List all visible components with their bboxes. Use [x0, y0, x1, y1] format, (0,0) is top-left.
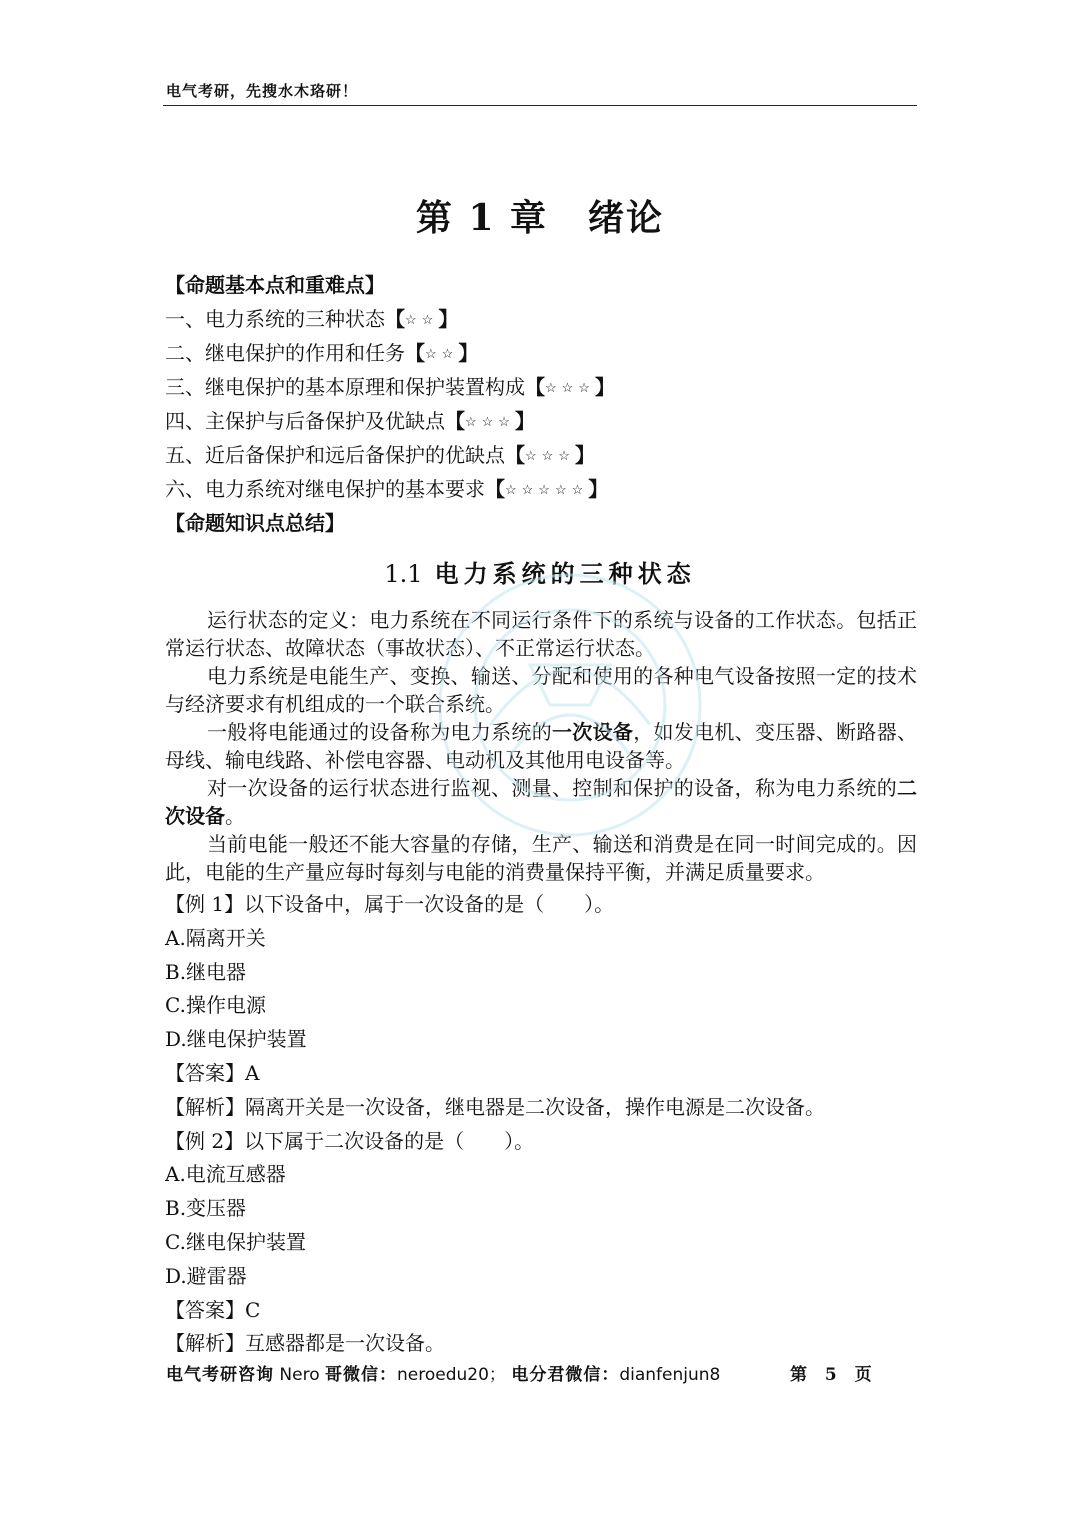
example-option: C.操作电源	[165, 993, 266, 1018]
example-analysis: 【解析】隔离开关是一次设备，继电器是二次设备，操作电源是二次设备。	[165, 1094, 825, 1119]
example-option: A.隔离开关	[165, 925, 266, 950]
example-option: D.避雷器	[165, 1263, 247, 1288]
paragraph: 运行状态的定义：电力系统在不同运行条件下的系统与设备的工作状态。包括正常运行状态、故障状态（事故状态）、不正常运行状态。	[165, 608, 917, 660]
example-question: 【例 1】以下设备中，属于一次设备的是（ ）。	[165, 892, 615, 916]
outline-item: 一、电力系统的三种状态【☆☆】	[165, 307, 459, 331]
example-option: B.变压器	[165, 1196, 247, 1221]
star-rating: ☆☆☆	[465, 415, 515, 430]
example-analysis: 【解析】互感器都是一次设备。	[165, 1331, 445, 1356]
examples	[165, 888, 917, 1361]
chapter-title	[0, 190, 1080, 241]
example-answer: 【答案】C	[165, 1297, 261, 1322]
paragraph: 对一次设备的运行状态进行监视、测量、控制和保护的设备，称为电力系统的二次设备。	[165, 776, 917, 828]
star-rating: ☆☆☆	[545, 381, 595, 396]
outline-item: 六、电力系统对继电保护的基本要求【☆☆☆☆☆】	[165, 477, 609, 501]
section-name: 电力系统的三种状态	[434, 559, 696, 588]
section-title	[0, 556, 1080, 592]
outline-heading: 【命题基本点和重难点】	[165, 273, 385, 297]
paragraph: 一般将电能通过的设备称为电力系统的一次设备，如发电机、变压器、断路器、母线、输电线路、补偿电容器、电动机及其他用电设备等。	[165, 720, 918, 772]
summary-heading: 【命题知识点总结】	[165, 511, 345, 535]
example-question: 【例 2】以下属于二次设备的是（ ）。	[165, 1128, 535, 1153]
outline-item: 二、继电保护的作用和任务【☆☆】	[165, 341, 479, 365]
term-primary-equipment: 一次设备	[552, 720, 634, 744]
example-option: A.电流互感器	[165, 1162, 286, 1187]
running-header: 电气考研，先搜水木珞研！	[166, 82, 359, 100]
paragraph: 电力系统是电能生产、变换、输送、分配和使用的各种电气设备按照一定的技术与经济要求有机组成的一个联合系统。	[165, 664, 917, 716]
star-rating: ☆☆	[425, 347, 459, 362]
outline	[165, 268, 917, 540]
chapter-number: 第 1 章	[415, 197, 549, 239]
section-number: 1.1	[384, 560, 423, 588]
example-answer: 【答案】A	[165, 1060, 260, 1085]
page-footer: 电气考研咨询 Nero 哥微信：neroedu20； 电分君微信：dianfenjun8	[166, 1365, 721, 1385]
term-secondary-equipment: 二次设备	[165, 776, 917, 828]
outline-item: 四、主保护与后备保护及优缺点【☆☆☆】	[165, 409, 535, 433]
outline-item: 三、继电保护的基本原理和保护装置构成【☆☆☆】	[165, 375, 615, 399]
example-option: B.继电器	[165, 959, 247, 984]
page-number: 第 5 页	[790, 1365, 878, 1385]
example-option: C.继电保护装置	[165, 1229, 306, 1254]
star-rating: ☆☆☆	[525, 449, 575, 464]
paragraph: 当前电能一般还不能大容量的存储，生产、输送和消费是在同一时间完成的。因此，电能的生产量应每时每刻与电能的消费量保持平衡，并满足质量要求。	[165, 832, 917, 884]
star-rating: ☆☆☆☆☆	[505, 483, 589, 498]
example-option: D.继电保护装置	[165, 1027, 307, 1052]
header-rule	[163, 105, 917, 106]
star-rating: ☆☆	[405, 313, 439, 328]
outline-item: 五、近后备保护和远后备保护的优缺点【☆☆☆】	[165, 443, 595, 467]
section-body	[165, 606, 917, 886]
chapter-name: 绪论	[588, 197, 665, 239]
